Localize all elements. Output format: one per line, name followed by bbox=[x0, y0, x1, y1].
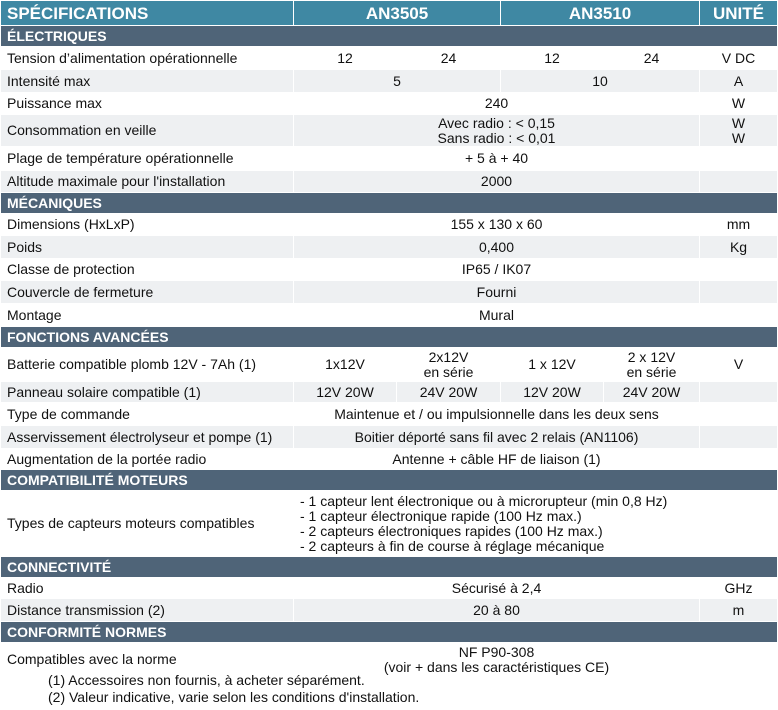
capteur-item: - 1 capteur électronique rapide (100 Hz max.) bbox=[300, 507, 582, 524]
cell-unit: GHz bbox=[700, 578, 778, 599]
cell-unit bbox=[700, 403, 778, 426]
cell-unit bbox=[700, 382, 778, 403]
row-asservissement bbox=[1, 426, 778, 449]
row-label: Classe de protection bbox=[1, 259, 294, 281]
cell-unit: mm bbox=[700, 214, 778, 236]
footnote-1: (1) Accessoires non fournis, à acheter séparément. bbox=[48, 672, 365, 688]
batterie-v2-line-1: 2x12V bbox=[428, 348, 469, 365]
cell-value bbox=[604, 348, 700, 382]
capteur-item: - 2 capteurs à fin de course à réglage mécanique bbox=[300, 537, 605, 554]
cell-value: IP65 / IK07 bbox=[294, 259, 700, 281]
cell-unit: A bbox=[700, 70, 778, 93]
row-capteurs bbox=[1, 491, 778, 557]
cell-unit: m bbox=[700, 599, 778, 622]
row-portee bbox=[1, 449, 778, 470]
section-title: MÉCANIQUES bbox=[1, 193, 778, 214]
cell-value: 24V 20W bbox=[397, 382, 501, 403]
section-mechanical bbox=[1, 193, 778, 214]
cell-value: Mural bbox=[294, 304, 700, 327]
row-altitude bbox=[1, 171, 778, 193]
veille-line-1: Avec radio : < 0,15 bbox=[438, 114, 555, 131]
row-batterie bbox=[1, 348, 778, 382]
row-puissance bbox=[1, 93, 778, 115]
row-tension bbox=[1, 47, 778, 70]
row-couvercle bbox=[1, 281, 778, 304]
norme-line-2: (voir + dans les caractéristiques CE) bbox=[383, 658, 610, 675]
cell-value: 155 x 130 x 60 bbox=[294, 214, 700, 236]
row-label: Consommation en veille bbox=[1, 115, 294, 147]
cell-value: + 5 à + 40 bbox=[294, 147, 700, 171]
row-label: Types de capteurs moteurs compatibles bbox=[1, 491, 294, 557]
cell-value: Sécurisé à 2,4 bbox=[294, 578, 700, 599]
cell-unit bbox=[700, 115, 778, 147]
row-radio bbox=[1, 578, 778, 599]
footnotes bbox=[48, 672, 419, 706]
section-advanced bbox=[1, 327, 778, 348]
cell-value: 12V 20W bbox=[501, 382, 604, 403]
section-motors bbox=[1, 470, 778, 491]
row-montage bbox=[1, 304, 778, 327]
cell-value: 2000 bbox=[294, 171, 700, 193]
cell-value: 1x12V bbox=[294, 348, 397, 382]
cell-unit bbox=[700, 449, 778, 470]
row-label: Dimensions (HxLxP) bbox=[1, 214, 294, 236]
cell-unit bbox=[700, 491, 778, 557]
row-label: Plage de température opérationnelle bbox=[1, 147, 294, 171]
header-row bbox=[1, 1, 778, 26]
row-commande bbox=[1, 403, 778, 426]
cell-value: Boitier déporté sans fil avec 2 relais (AN1106) bbox=[294, 426, 700, 449]
cell-unit bbox=[700, 304, 778, 327]
cell-value: 24 bbox=[397, 47, 501, 70]
cell-value: 5 bbox=[294, 70, 501, 93]
section-standards bbox=[1, 622, 778, 643]
section-title: CONNECTIVITÉ bbox=[1, 557, 778, 578]
row-label: Asservissement électrolyseur et pompe (1) bbox=[1, 426, 294, 449]
row-dimensions bbox=[1, 214, 778, 236]
cell-unit bbox=[700, 259, 778, 281]
capteur-item: - 2 capteurs électroniques rapides (100 Hz max.) bbox=[300, 522, 603, 539]
unit-line-2: W bbox=[731, 129, 746, 146]
header-specifications: SPÉCIFICATIONS bbox=[1, 1, 294, 26]
batterie-v4-line-1: 2 x 12V bbox=[627, 348, 676, 365]
cell-value: 10 bbox=[501, 70, 700, 93]
cell-unit bbox=[700, 147, 778, 171]
row-label: Compatibles avec la norme bbox=[1, 643, 294, 677]
cell-value bbox=[397, 348, 501, 382]
section-title: CONFORMITÉ NORMES bbox=[1, 622, 778, 643]
header-an3510: AN3510 bbox=[501, 1, 700, 26]
batterie-v4-line-2: en série bbox=[626, 363, 677, 380]
row-label: Augmentation de la portée radio bbox=[1, 449, 294, 470]
row-panneau bbox=[1, 382, 778, 403]
cell-value: 240 bbox=[294, 93, 700, 115]
row-label: Puissance max bbox=[1, 93, 294, 115]
cell-unit: Kg bbox=[700, 236, 778, 259]
row-temperature bbox=[1, 147, 778, 171]
row-label: Poids bbox=[1, 236, 294, 259]
cell-unit bbox=[700, 281, 778, 304]
capteur-item: - 1 capteur lent électronique ou à microrupteur (min 0,8 Hz) bbox=[300, 492, 668, 509]
row-label: Tension d’alimentation opérationnelle bbox=[1, 47, 294, 70]
cell-value: 1 x 12V bbox=[501, 348, 604, 382]
unit-line-1: W bbox=[731, 114, 746, 131]
section-electrical bbox=[1, 26, 778, 47]
section-title: ÉLECTRIQUES bbox=[1, 26, 778, 47]
cell-unit bbox=[700, 171, 778, 193]
row-label: Distance transmission (2) bbox=[1, 599, 294, 622]
cell-value: Antenne + câble HF de liaison (1) bbox=[294, 449, 700, 470]
row-label: Panneau solaire compatible (1) bbox=[1, 382, 294, 403]
capteurs-list bbox=[294, 491, 700, 557]
row-intensite bbox=[1, 70, 778, 93]
cell-value: 24 bbox=[604, 47, 700, 70]
norme-line-1: NF P90-308 bbox=[458, 643, 535, 660]
row-veille bbox=[1, 115, 778, 147]
section-title: COMPATIBILITÉ MOTEURS bbox=[1, 470, 778, 491]
section-title: FONCTIONS AVANCÉES bbox=[1, 327, 778, 348]
veille-line-2: Sans radio : < 0,01 bbox=[437, 129, 556, 146]
row-label: Batterie compatible plomb 12V - 7Ah (1) bbox=[1, 348, 294, 382]
row-poids bbox=[1, 236, 778, 259]
footnote-2: (2) Valeur indicative, varie selon les conditions d'installation. bbox=[48, 689, 420, 705]
row-label: Intensité max bbox=[1, 70, 294, 93]
cell-unit: V bbox=[700, 348, 778, 382]
header-unit: UNITÉ bbox=[700, 1, 778, 26]
cell-unit: W bbox=[700, 93, 778, 115]
cell-value: 12V 20W bbox=[294, 382, 397, 403]
batterie-v2-line-2: en série bbox=[423, 363, 474, 380]
cell-unit bbox=[700, 643, 778, 677]
cell-value: 20 à 80 bbox=[294, 599, 700, 622]
cell-unit bbox=[700, 426, 778, 449]
row-label: Montage bbox=[1, 304, 294, 327]
cell-value: Fourni bbox=[294, 281, 700, 304]
row-label: Type de commande bbox=[1, 403, 294, 426]
row-protection bbox=[1, 259, 778, 281]
row-label: Radio bbox=[1, 578, 294, 599]
cell-unit: V DC bbox=[700, 47, 778, 70]
row-distance bbox=[1, 599, 778, 622]
row-label: Altitude maximale pour l'installation bbox=[1, 171, 294, 193]
section-connectivity bbox=[1, 557, 778, 578]
header-an3505: AN3505 bbox=[294, 1, 501, 26]
cell-value bbox=[294, 115, 700, 147]
cell-value: Maintenue et / ou impulsionnelle dans les deux sens bbox=[294, 403, 700, 426]
cell-value: 12 bbox=[294, 47, 397, 70]
cell-value: 12 bbox=[501, 47, 604, 70]
cell-value: 0,400 bbox=[294, 236, 700, 259]
row-label: Couvercle de fermeture bbox=[1, 281, 294, 304]
cell-value: 24V 20W bbox=[604, 382, 700, 403]
